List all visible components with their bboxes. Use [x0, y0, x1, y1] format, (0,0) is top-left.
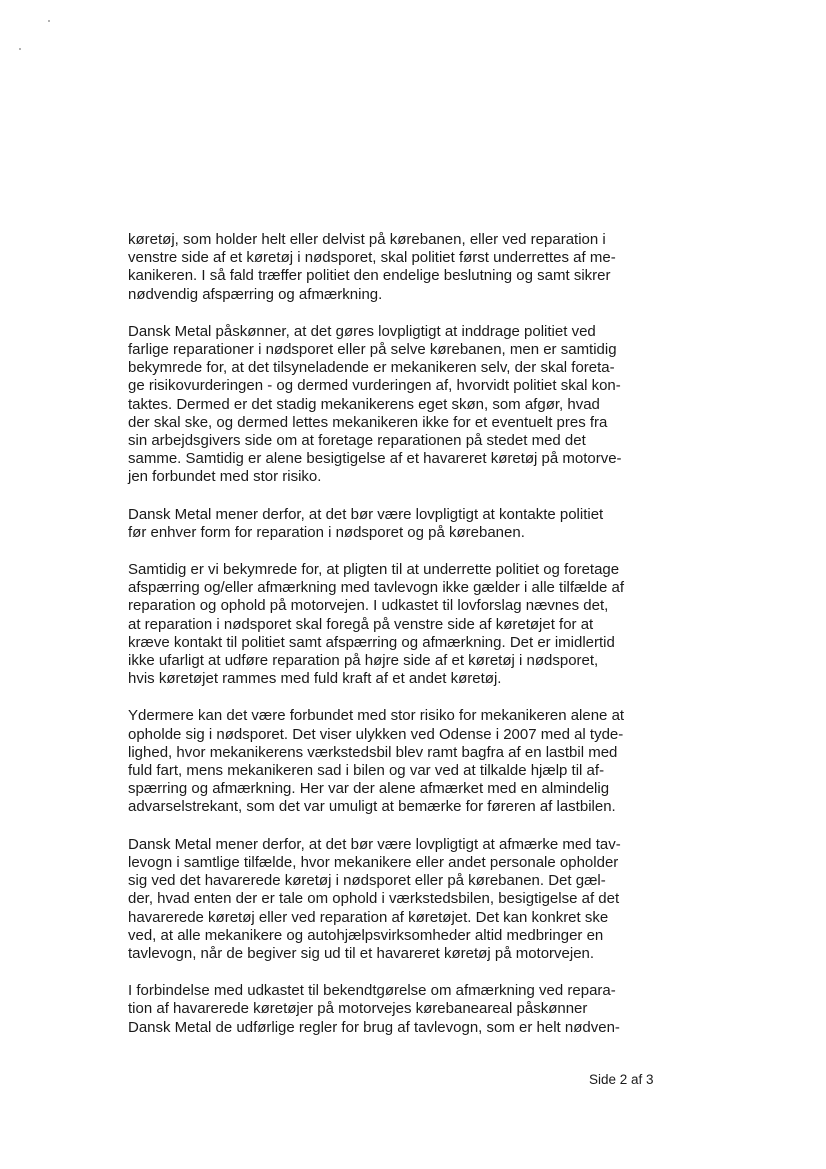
- text-line: samme. Samtidig er alene besigtigelse af et havareret køretøj på motorve-: [128, 450, 622, 468]
- text-line: ikke ufarligt at udføre reparation på højre side af et køretøj i nødsporet,: [128, 652, 599, 670]
- text-line: ge risikovurderingen - og dermed vurderingen af, hvorvidt politiet skal kon-: [128, 377, 621, 395]
- text-line: fuld fart, mens mekanikeren sad i bilen og var ved at tilkalde hjælp til af-: [128, 762, 605, 780]
- text-line: Dansk Metal mener derfor, at det bør være lovpligtigt at afmærke med tav-: [128, 835, 621, 853]
- text-line: tion af havarerede køretøjer på motorvejes kørebaneareal påskønner: [128, 1000, 588, 1018]
- text-line: Ydermere kan det være forbundet med stor risiko for mekanikeren alene at: [128, 707, 625, 725]
- text-line: hvis køretøjet rammes med fuld kraft af et andet køretøj.: [128, 670, 502, 688]
- text-line: der skal ske, og dermed lettes mekanikeren ikke for et eventuelt pres fra: [128, 413, 608, 431]
- text-line: I forbindelse med udkastet til bekendtgørelse om afmærkning ved repara-: [128, 982, 616, 1000]
- text-line: spærring og afmærkning. Her var der alene afmærket med en almindelig: [128, 780, 610, 798]
- text-line: taktes. Dermed er det stadig mekanikerens eget skøn, som afgør, hvad: [128, 395, 600, 413]
- text-line: jen forbundet med stor risiko.: [128, 468, 322, 486]
- paragraph: [128, 323, 668, 487]
- page-number: Side 2 af 3: [589, 1072, 654, 1087]
- paragraph: [128, 231, 668, 304]
- text-line: advarselstrekant, som det var umuligt at bemærke for føreren af lastbilen.: [128, 798, 616, 816]
- text-line: før enhver form for reparation i nødsporet og på kørebanen.: [128, 523, 525, 541]
- text-line: havarerede køretøj eller ved reparation af køretøjet. Det kan konkret ske: [128, 908, 609, 926]
- paragraph: [128, 982, 668, 1037]
- body-text: [128, 231, 668, 1056]
- text-line: Dansk Metal de udførlige regler for brug af tavlevogn, som er helt nødven-: [128, 1018, 620, 1036]
- text-line: bekymrede for, at det tilsyneladende er mekanikeren selv, der skal foreta-: [128, 359, 615, 377]
- text-line: levogn i samtlige tilfælde, hvor mekanikere eller andet personale opholder: [128, 853, 619, 871]
- text-line: der, hvad enten der er tale om ophold i værkstedsbilen, besigtigelse af det: [128, 890, 620, 908]
- text-line: Dansk Metal mener derfor, at det bør være lovpligtigt at kontakte politiet: [128, 505, 604, 523]
- text-line: Samtidig er vi bekymrede for, at pligten til at underrette politiet og foretage: [128, 561, 620, 579]
- paragraph: [128, 836, 668, 963]
- text-line: reparation og ophold på motorvejen. I udkastet til lovforslag nævnes det,: [128, 597, 609, 615]
- scan-speck: [19, 48, 21, 50]
- text-line: sin arbejdsgivers side om at foretage reparationen på stedet med det: [128, 432, 586, 450]
- text-line: kanikeren. I så fald træffer politiet den endelige beslutning og samt sikrer: [128, 267, 611, 285]
- paragraph: [128, 707, 668, 816]
- text-line: kræve kontakt til politiet samt afspærring og afmærkning. Det er imidlertid: [128, 633, 615, 651]
- text-line: køretøj, som holder helt eller delvist på kørebanen, eller ved reparation i: [128, 231, 606, 248]
- paragraph: [128, 506, 668, 542]
- text-line: opholde sig i nødsporet. Det viser ulykken ved Odense i 2007 med al tyde-: [128, 725, 624, 743]
- text-line: Dansk Metal påskønner, at det gøres lovpligtigt at inddrage politiet ved: [128, 322, 596, 340]
- text-line: lighed, hvor mekanikerens værkstedsbil blev ramt bagfra af en lastbil med: [128, 743, 618, 761]
- text-line: at reparation i nødsporet skal foregå på venstre side af køretøjet for at: [128, 615, 594, 633]
- text-line: sig ved det havarerede køretøj i nødsporet eller på kørebanen. Det gæl-: [128, 872, 606, 890]
- paragraph: [128, 561, 668, 688]
- text-line: tavlevogn, når de begiver sig ud til et havareret køretøj på motorvejen.: [128, 944, 595, 962]
- text-line: farlige reparationer i nødsporet eller på selve kørebanen, men er samtidig: [128, 341, 617, 359]
- text-line: nødvendig afspærring og afmærkning.: [128, 285, 383, 303]
- text-line: afspærring og/eller afmærkning med tavlevogn ikke gælder i alle tilfælde af: [128, 579, 625, 597]
- scan-speck: [48, 20, 50, 22]
- text-line: venstre side af et køretøj i nødsporet, skal politiet først underrettes af me-: [128, 249, 616, 267]
- text-line: ved, at alle mekanikere og autohjælpsvirksomheder altid medbringer en: [128, 926, 604, 944]
